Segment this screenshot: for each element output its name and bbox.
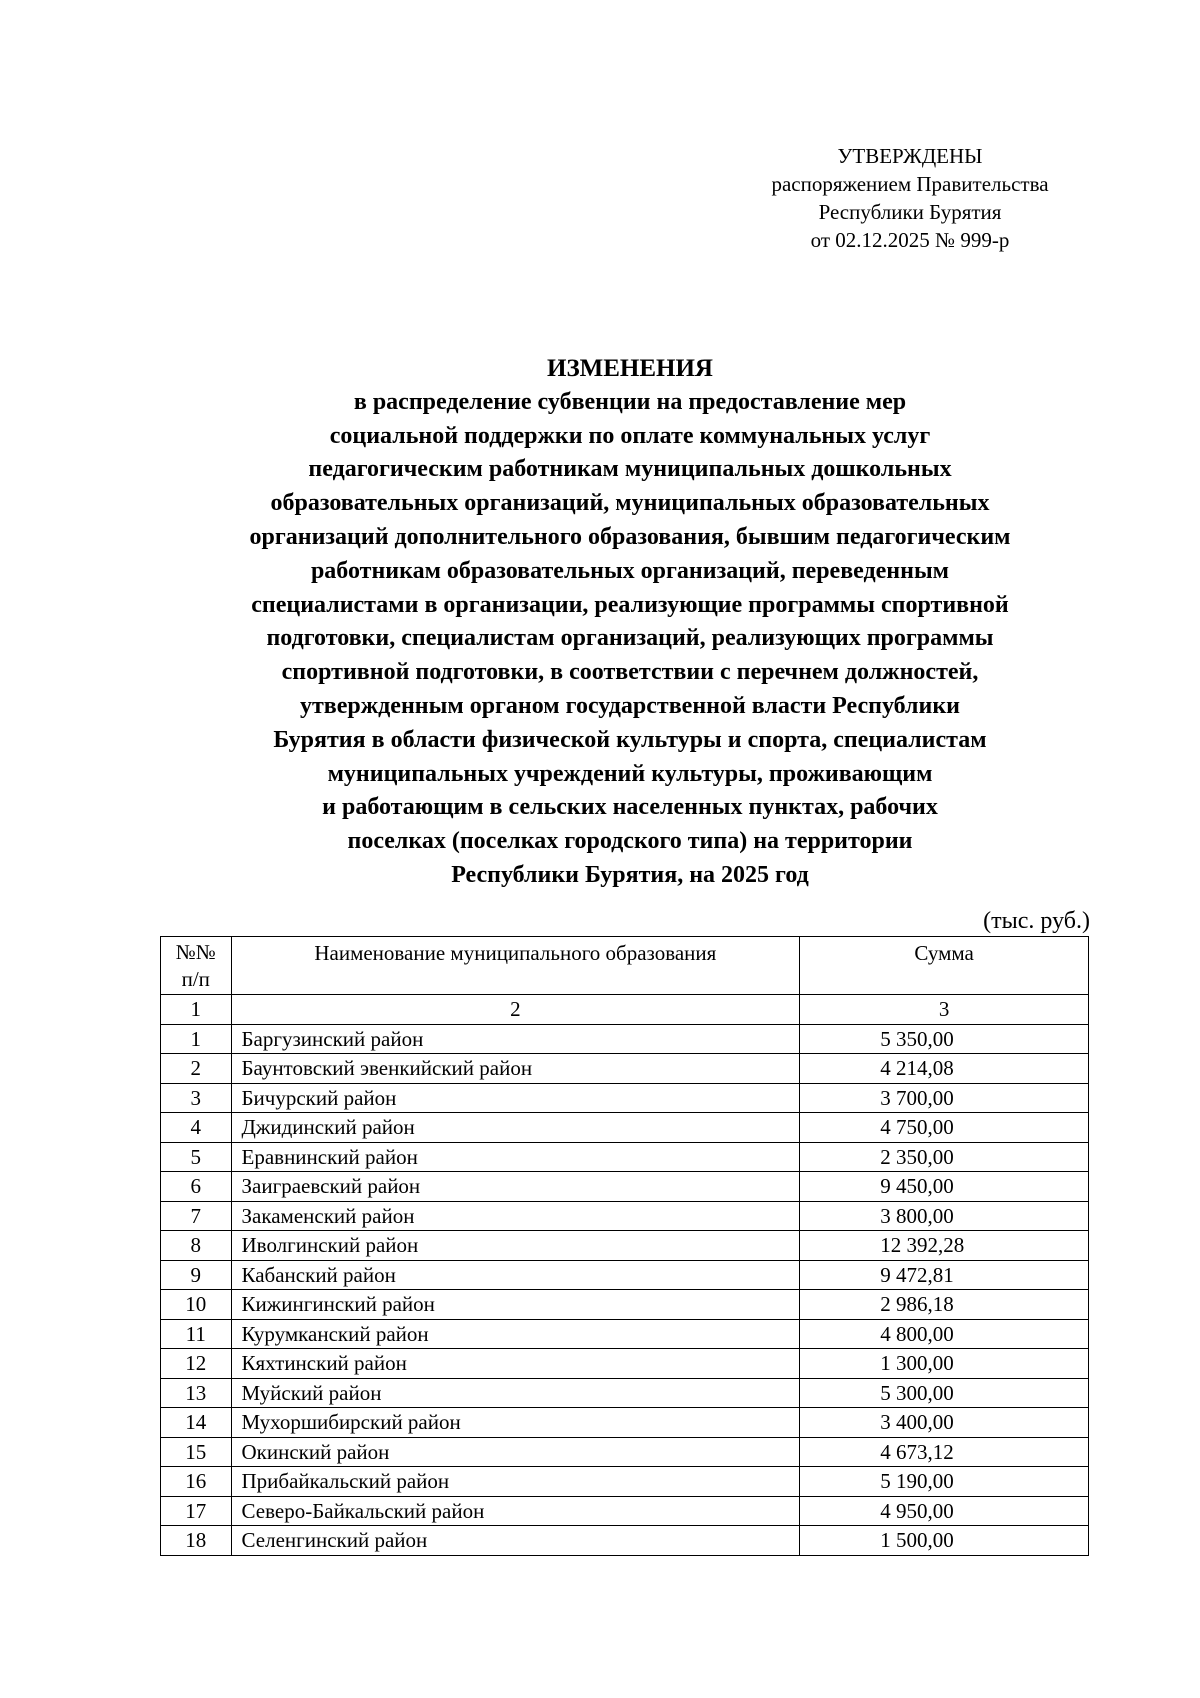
- district-name-cell: Закаменский район: [231, 1201, 800, 1231]
- sum-cell: 2 986,18: [800, 1290, 1089, 1320]
- table-row: [161, 1142, 1089, 1172]
- table-row: [161, 1260, 1089, 1290]
- table-row: [161, 1054, 1089, 1084]
- row-number-cell: 7: [161, 1201, 232, 1231]
- district-name-cell: Кяхтинский район: [231, 1349, 800, 1379]
- table-row: [161, 1113, 1089, 1143]
- table-row: [161, 1319, 1089, 1349]
- district-name-cell: Мухоршибирский район: [231, 1408, 800, 1438]
- title-line: Республики Бурятия, на 2025 год: [451, 861, 809, 888]
- table-row: [161, 1408, 1089, 1438]
- table-row: [161, 1467, 1089, 1497]
- district-name-cell: Бичурский район: [231, 1083, 800, 1113]
- table-row: [161, 1083, 1089, 1113]
- title-heading: ИЗМЕНЕНИЯ: [547, 355, 713, 382]
- table-header: [161, 937, 1089, 995]
- table-row: [161, 1496, 1089, 1526]
- sum-cell: 4 673,12: [800, 1437, 1089, 1467]
- table-row: [161, 1172, 1089, 1202]
- sum-cell: 3 800,00: [800, 1201, 1089, 1231]
- title-line: и работающим в сельских населенных пунктах, рабочих: [322, 794, 938, 821]
- sum-cell: 1 300,00: [800, 1349, 1089, 1379]
- units-label: (тыс. руб.): [983, 908, 1090, 934]
- sum-cell: 12 392,28: [800, 1231, 1089, 1261]
- row-number-cell: 13: [161, 1378, 232, 1408]
- district-name-cell: Джидинский район: [231, 1113, 800, 1143]
- table-row: [161, 1378, 1089, 1408]
- district-name-cell: Кабанский район: [231, 1260, 800, 1290]
- district-name-cell: Муйский район: [231, 1378, 800, 1408]
- header-number-line-1: №№: [175, 940, 216, 964]
- row-number-cell: 9: [161, 1260, 232, 1290]
- table-row: [161, 1231, 1089, 1261]
- row-number-cell: 4: [161, 1113, 232, 1143]
- title-line: спортивной подготовки, в соответствии с перечнем должностей,: [281, 659, 979, 686]
- title-line: социальной поддержки по оплате коммунальных услуг: [329, 422, 931, 449]
- row-number-cell: 18: [161, 1526, 232, 1556]
- table-row: [161, 1201, 1089, 1231]
- header-number-line-2: п/п: [181, 967, 210, 991]
- row-number-cell: 6: [161, 1172, 232, 1202]
- table-row: [161, 1437, 1089, 1467]
- approval-line-3: Республики Бурятия: [818, 200, 1002, 224]
- title-line: утвержденным органом государственной власти Республики: [300, 692, 960, 719]
- approval-line-2: распоряжением Правительства: [771, 172, 1049, 196]
- title-line: работникам образовательных организаций, переведенным: [310, 557, 950, 584]
- approval-line-1: УТВЕРЖДЕНЫ: [837, 144, 983, 168]
- approval-stamp: [730, 142, 1090, 254]
- row-number-cell: 11: [161, 1319, 232, 1349]
- district-name-cell: Селенгинский район: [231, 1526, 800, 1556]
- header-number: [161, 937, 232, 995]
- title-line: поселках (поселках городского типа) на территории: [347, 828, 913, 855]
- title-line: подготовки, специалистам организаций, реализующих программы: [266, 625, 994, 652]
- district-name-cell: Еравнинский район: [231, 1142, 800, 1172]
- row-number-cell: 15: [161, 1437, 232, 1467]
- district-name-cell: Окинский район: [231, 1437, 800, 1467]
- header-name: Наименование муниципального образования: [231, 937, 800, 995]
- row-number-cell: 1: [161, 1024, 232, 1054]
- title-line: специалистами в организации, реализующие программы спортивной: [251, 591, 1009, 618]
- row-number-cell: 17: [161, 1496, 232, 1526]
- sum-cell: 9 450,00: [800, 1172, 1089, 1202]
- table-row: [161, 1290, 1089, 1320]
- row-number-cell: 16: [161, 1467, 232, 1497]
- sum-cell: 4 214,08: [800, 1054, 1089, 1084]
- sum-cell: 5 190,00: [800, 1467, 1089, 1497]
- title-line: муниципальных учреждений культуры, проживающим: [327, 760, 933, 787]
- title-line: педагогическим работникам муниципальных дошкольных: [308, 456, 952, 483]
- sum-cell: 2 350,00: [800, 1142, 1089, 1172]
- column-number-cell: 1: [161, 995, 232, 1025]
- allocation-table: [160, 936, 1089, 1556]
- column-number-cell: 2: [231, 995, 800, 1025]
- sum-cell: 4 800,00: [800, 1319, 1089, 1349]
- row-number-cell: 12: [161, 1349, 232, 1379]
- approval-line-4: от 02.12.2025 № 999-р: [810, 228, 1010, 252]
- row-number-cell: 14: [161, 1408, 232, 1438]
- table-row: [161, 1024, 1089, 1054]
- sum-cell: 4 750,00: [800, 1113, 1089, 1143]
- row-number-cell: 10: [161, 1290, 232, 1320]
- district-name-cell: Баргузинский район: [231, 1024, 800, 1054]
- document-title: [130, 352, 1130, 893]
- title-line: Бурятия в области физической культуры и спорта, специалистам: [273, 726, 987, 753]
- table-body: [161, 995, 1089, 1556]
- sum-cell: 4 950,00: [800, 1496, 1089, 1526]
- district-name-cell: Баунтовский эвенкийский район: [231, 1054, 800, 1084]
- column-number-cell: 3: [800, 995, 1089, 1025]
- sum-cell: 3 700,00: [800, 1083, 1089, 1113]
- header-row: [161, 937, 1089, 995]
- row-number-cell: 2: [161, 1054, 232, 1084]
- header-sum: Сумма: [800, 937, 1089, 995]
- table-row: [161, 1349, 1089, 1379]
- row-number-cell: 5: [161, 1142, 232, 1172]
- sum-cell: 5 300,00: [800, 1378, 1089, 1408]
- row-number-cell: 8: [161, 1231, 232, 1261]
- title-line: образовательных организаций, муниципальных образовательных: [270, 490, 990, 517]
- district-name-cell: Северо-Байкальский район: [231, 1496, 800, 1526]
- sum-cell: 5 350,00: [800, 1024, 1089, 1054]
- sum-cell: 1 500,00: [800, 1526, 1089, 1556]
- table-row: [161, 1526, 1089, 1556]
- district-name-cell: Иволгинский район: [231, 1231, 800, 1261]
- column-number-row: [161, 995, 1089, 1025]
- sum-cell: 3 400,00: [800, 1408, 1089, 1438]
- sum-cell: 9 472,81: [800, 1260, 1089, 1290]
- district-name-cell: Заиграевский район: [231, 1172, 800, 1202]
- title-line: в распределение субвенции на предоставление мер: [353, 388, 907, 415]
- district-name-cell: Курумканский район: [231, 1319, 800, 1349]
- district-name-cell: Кижингинский район: [231, 1290, 800, 1320]
- title-line: организаций дополнительного образования, бывшим педагогическим: [249, 523, 1011, 550]
- row-number-cell: 3: [161, 1083, 232, 1113]
- district-name-cell: Прибайкальский район: [231, 1467, 800, 1497]
